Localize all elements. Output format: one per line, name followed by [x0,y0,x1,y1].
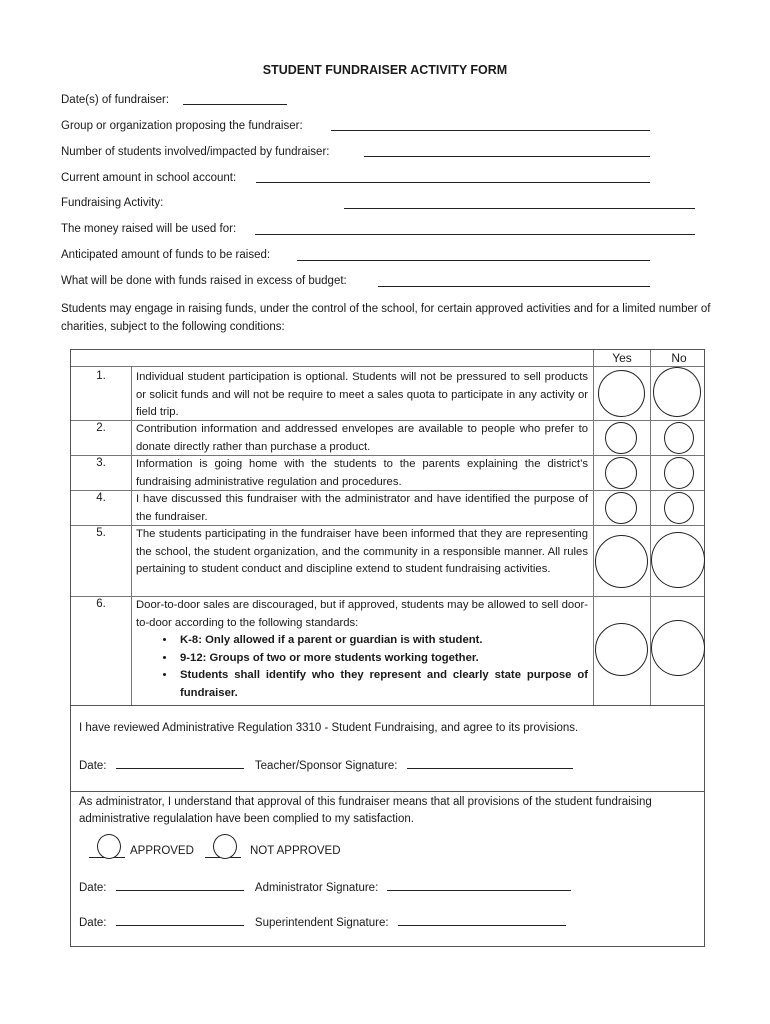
row-number: 6. [96,598,106,610]
row-number: 3. [96,457,106,469]
field-label-current-amount: Current amount in school account: [61,172,237,184]
no-circle[interactable] [651,620,705,676]
field-line-current-amount[interactable] [256,182,650,183]
field-label-group: Group or organization proposing the fundraiser: [61,120,303,132]
date-label: Date: [79,882,107,894]
teacher-date-row [79,758,573,772]
row-number: 5. [96,527,106,539]
row-number: 1. [96,370,106,382]
date-label: Date: [79,760,107,772]
condition-text: I have discussed this fundraiser with the administrator and have identified the purpose of the fundraiser. [136,493,588,523]
no-circle[interactable] [664,422,694,454]
yes-circle[interactable] [595,623,648,676]
field-label-excess: What will be done with funds raised in excess of budget: [61,275,347,287]
list-item: • K-8: Only allowed if a parent or guardian is with student. [176,632,588,650]
field-label-money-use: The money raised will be used for: [61,223,237,235]
no-header: No [671,351,687,365]
teacher-signature-label: Teacher/Sponsor Signature: [254,760,398,772]
superintendent-date-row [79,915,566,929]
list-item: • Students shall identify who they represent and clearly state purpose of fundraiser. [176,667,588,702]
condition-text: The students participating in the fundraiser have been informed that they are representing the school, the student organization, and the community in a responsible manner. All rules pertaining to student conduct and discipline extend to student fundraising activities. [136,528,588,575]
list-item: • 9-12: Groups of two or more students working together. [176,650,588,668]
condition-text: Information is going home with the students to the parents explaining the district’s fundraising administrative regulation and procedures. [136,458,588,488]
administrator-signature-line[interactable] [387,880,571,891]
approved-label: APPROVED [130,845,194,857]
no-circle[interactable] [664,492,694,524]
yes-circle[interactable] [595,535,648,588]
no-circle[interactable] [664,457,694,489]
field-line-money-use[interactable] [255,234,695,235]
form-title: STUDENT FUNDRAISER ACTIVITY FORM [262,63,508,77]
field-line-students[interactable] [364,156,650,157]
field-line-anticipated[interactable] [297,260,650,261]
approved-circle[interactable] [97,834,121,859]
admin-date-row [79,880,571,894]
yes-circle[interactable] [605,422,637,454]
row-number: 2. [96,422,106,434]
date-label: Date: [79,917,107,929]
date-line[interactable] [116,915,244,926]
administrator-signature-label: Administrator Signature: [254,882,379,894]
superintendent-signature-label: Superintendent Signature: [254,917,389,929]
conditions-table [70,349,705,947]
field-label-students: Number of students involved/impacted by fundraiser: [61,146,330,158]
date-line[interactable] [116,758,244,769]
superintendent-signature-line[interactable] [398,915,566,926]
field-line-activity[interactable] [344,208,695,209]
row-number: 4. [96,492,106,504]
intro-paragraph: Students may engage in raising funds, under the control of the school, for certain approved activities and for a limited number of charities, subject to the following conditions: [61,303,711,333]
condition-text: Contribution information and addressed envelopes are available to people who prefer to donate directly rather than purchase a product. [136,423,588,453]
yes-header: Yes [612,351,632,365]
not-approved-label: NOT APPROVED [250,845,341,857]
admin-statement: As administrator, I understand that approval of this fundraiser means that all provisions of the student fundraising administrative regulalation have been complied to my satisfaction. [79,796,652,825]
field-line-group[interactable] [331,130,650,131]
not-approved-circle[interactable] [213,834,237,859]
no-circle[interactable] [653,367,701,417]
condition-text [136,597,588,702]
yes-circle[interactable] [598,370,645,417]
yes-circle[interactable] [605,492,637,524]
date-line[interactable] [116,880,244,891]
condition-text: Individual student participation is optional. Students will not be pressured to sell products or solicit funds and will not be require to meet a sales quota to participate in any activity or field trip. [136,371,588,418]
field-label-activity: Fundraising Activity: [61,197,164,209]
no-circle[interactable] [651,532,705,588]
field-label-dates: Date(s) of fundraiser: [61,94,170,106]
condition-text-intro: Door-to-door sales are discouraged, but if approved, students may be allowed to sell door-to-door according to the following standards: [136,599,588,629]
field-line-dates[interactable] [183,104,287,105]
standards-list [136,632,588,702]
field-label-anticipated: Anticipated amount of funds to be raised: [61,249,271,261]
teacher-signature-line[interactable] [407,758,573,769]
review-statement: I have reviewed Administrative Regulation 3310 - Student Fundraising, and agree to its provisions. [79,722,579,734]
field-line-excess[interactable] [378,286,650,287]
yes-circle[interactable] [605,457,637,489]
